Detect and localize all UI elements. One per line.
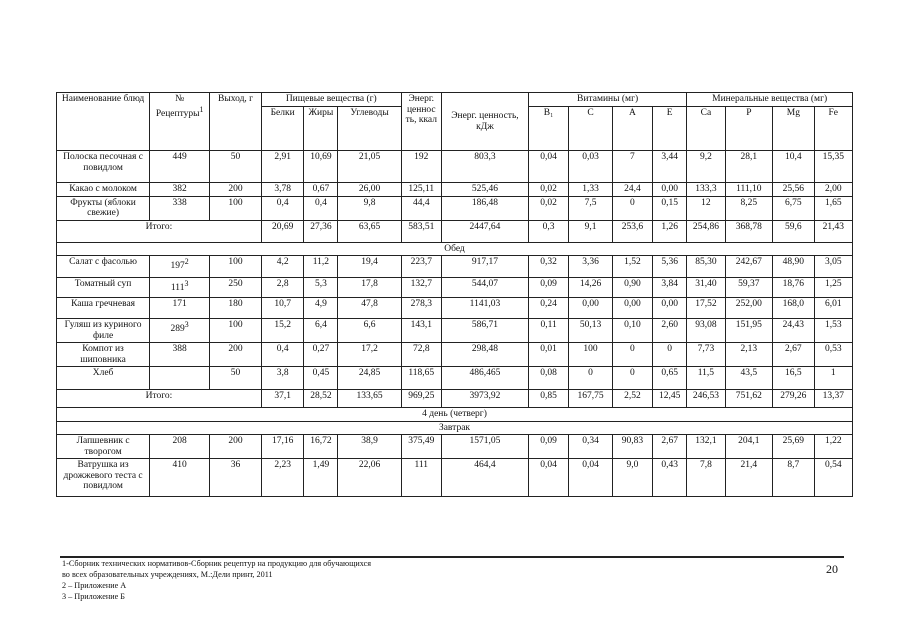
table-row (57, 367, 853, 390)
value-cell: 388 (150, 343, 210, 367)
dish-name: Томатный суп (57, 278, 150, 298)
value-cell: 100 (210, 319, 262, 343)
value-cell: 200 (210, 183, 262, 197)
value-cell: 0,4 (304, 196, 338, 220)
value-cell: 0,01 (528, 343, 568, 367)
footnote-ref: 3 (184, 320, 189, 329)
header-min-p: P (725, 107, 773, 151)
value-cell: 7,73 (687, 343, 725, 367)
value-cell: 0,00 (653, 183, 687, 197)
value-cell: 24,4 (612, 183, 652, 197)
value-cell: 111 (401, 459, 441, 497)
value-cell: 0,45 (304, 367, 338, 390)
total-cell: 167,75 (569, 390, 612, 408)
value-cell: 223,7 (401, 256, 441, 278)
value-cell: 25,69 (773, 435, 814, 459)
value-cell: 3,36 (569, 256, 612, 278)
value-cell: 12 (687, 196, 725, 220)
value-cell: 0,53 (814, 343, 852, 367)
table-row (57, 278, 853, 298)
value-cell: 180 (210, 298, 262, 319)
value-cell: 1,33 (569, 183, 612, 197)
value-cell: 252,00 (725, 298, 773, 319)
total-cell: 583,51 (401, 220, 441, 242)
value-cell: 2,91 (261, 151, 303, 183)
value-cell: 298,48 (441, 343, 528, 367)
table-row (57, 343, 853, 367)
value-cell: 0,09 (528, 435, 568, 459)
value-cell: 25,56 (773, 183, 814, 197)
section-title: Завтрак (57, 421, 853, 435)
value-cell: 2,8 (261, 278, 303, 298)
section-title: 4 день (четверг) (57, 408, 853, 422)
value-cell: 242,67 (725, 256, 773, 278)
value-cell: 338 (150, 196, 210, 220)
value-cell: 278,3 (401, 298, 441, 319)
footnote-1-cont: во всех образовательных учреждениях, М.:Дели принт, 2011 (62, 570, 273, 579)
total-cell: 59,6 (773, 220, 814, 242)
header-carbs: Углеводы (338, 107, 401, 151)
dish-name: Ватрушка из дрожжевого теста с повидлом (57, 459, 150, 497)
value-cell: 186,48 (441, 196, 528, 220)
total-cell: 0,85 (528, 390, 568, 408)
value-cell: 803,3 (441, 151, 528, 183)
value-cell: 449 (150, 151, 210, 183)
value-cell: 0,32 (528, 256, 568, 278)
value-cell: 917,17 (441, 256, 528, 278)
total-cell: 63,65 (338, 220, 401, 242)
total-cell: 3973,92 (441, 390, 528, 408)
value-cell: 200 (210, 343, 262, 367)
dish-name: Лапшевник с творогом (57, 435, 150, 459)
total-cell: 37,1 (261, 390, 303, 408)
dish-name: Какао с молоком (57, 183, 150, 197)
total-cell: 20,69 (261, 220, 303, 242)
value-cell: 10,69 (304, 151, 338, 183)
header-min-ca: Ca (687, 107, 725, 151)
value-cell: 36 (210, 459, 262, 497)
value-cell: 6,01 (814, 298, 852, 319)
value-cell: 3,05 (814, 256, 852, 278)
total-cell: 2447,64 (441, 220, 528, 242)
value-cell: 17,8 (338, 278, 401, 298)
value-cell: 464,4 (441, 459, 528, 497)
value-cell: 3,44 (653, 151, 687, 183)
value-cell: 9,0 (612, 459, 652, 497)
value-cell: 0 (612, 343, 652, 367)
value-cell: 111,10 (725, 183, 773, 197)
header-vit-b1: B₁ (528, 107, 568, 151)
value-cell: 59,37 (725, 278, 773, 298)
value-cell: 5,36 (653, 256, 687, 278)
table-row (57, 459, 853, 497)
header-energy-kcal: Энерг. ценнос ть, ккал (401, 93, 441, 151)
value-cell: 118,65 (401, 367, 441, 390)
value-cell: 17,16 (261, 435, 303, 459)
total-cell: 27,36 (304, 220, 338, 242)
value-cell: 0,34 (569, 435, 612, 459)
value-cell: 0 (612, 367, 652, 390)
total-cell: 0,3 (528, 220, 568, 242)
value-cell: 0,15 (653, 196, 687, 220)
value-cell: 7 (612, 151, 652, 183)
header-minerals: Минеральные вещества (мг) (687, 93, 853, 107)
value-cell: 2,00 (814, 183, 852, 197)
dish-name: Фрукты (яблоки свежие) (57, 196, 150, 220)
footnote-2: 2 – Приложение А (62, 581, 127, 590)
value-cell: 0,04 (528, 459, 568, 497)
value-cell: 100 (210, 196, 262, 220)
table-row (57, 256, 853, 278)
total-cell: 133,65 (338, 390, 401, 408)
value-cell: 375,49 (401, 435, 441, 459)
header-protein: Белки (261, 107, 303, 151)
page-number: 20 (826, 562, 838, 576)
value-cell: 0,03 (569, 151, 612, 183)
value-cell: 26,00 (338, 183, 401, 197)
value-cell: 9,8 (338, 196, 401, 220)
value-cell: 4,9 (304, 298, 338, 319)
value-cell: 0,10 (612, 319, 652, 343)
total-cell: 13,37 (814, 390, 852, 408)
value-cell: 10,7 (261, 298, 303, 319)
value-cell: 0,02 (528, 183, 568, 197)
value-cell: 28,1 (725, 151, 773, 183)
dish-name: Компот из шиповника (57, 343, 150, 367)
value-cell: 204,1 (725, 435, 773, 459)
value-cell: 132,1 (687, 435, 725, 459)
dish-name: Полоска песочная с повидлом (57, 151, 150, 183)
value-cell: 1 (814, 367, 852, 390)
value-cell: 4,2 (261, 256, 303, 278)
value-cell: 9,2 (687, 151, 725, 183)
value-cell: 2,60 (653, 319, 687, 343)
value-cell: 21,05 (338, 151, 401, 183)
value-cell: 16,72 (304, 435, 338, 459)
value-cell: 1,52 (612, 256, 652, 278)
value-cell: 1,25 (814, 278, 852, 298)
value-cell: 0,27 (304, 343, 338, 367)
value-cell: 0 (569, 367, 612, 390)
section-row (57, 242, 853, 256)
value-cell: 5,3 (304, 278, 338, 298)
nutrition-table (56, 92, 853, 497)
total-cell: 253,6 (612, 220, 652, 242)
value-cell: 132,7 (401, 278, 441, 298)
recipe-number (150, 256, 210, 278)
value-cell: 15,35 (814, 151, 852, 183)
value-cell: 22,06 (338, 459, 401, 497)
value-cell: 90,83 (612, 435, 652, 459)
value-cell: 7,8 (687, 459, 725, 497)
total-cell: 2,52 (612, 390, 652, 408)
footnote-ref: 3 (184, 279, 189, 288)
value-cell: 250 (210, 278, 262, 298)
value-cell: 192 (401, 151, 441, 183)
value-cell: 38,9 (338, 435, 401, 459)
total-cell: 254,86 (687, 220, 725, 242)
value-cell: 3,8 (261, 367, 303, 390)
value-cell: 525,46 (441, 183, 528, 197)
header-yield: Выход, г (210, 93, 262, 151)
value-cell: 15,2 (261, 319, 303, 343)
value-cell: 47,8 (338, 298, 401, 319)
value-cell (150, 367, 210, 390)
value-cell: 44,4 (401, 196, 441, 220)
value-cell: 0,04 (528, 151, 568, 183)
value-cell: 17,52 (687, 298, 725, 319)
value-cell: 151,95 (725, 319, 773, 343)
header-vit-e: E (653, 107, 687, 151)
value-cell: 0,24 (528, 298, 568, 319)
value-cell: 200 (210, 435, 262, 459)
header-vit-a: A (612, 107, 652, 151)
value-cell: 0 (653, 343, 687, 367)
value-cell: 11,2 (304, 256, 338, 278)
value-cell: 0,43 (653, 459, 687, 497)
recipe-number (150, 319, 210, 343)
table-body (57, 151, 853, 497)
footnote-3: 3 – Приложение Б (62, 592, 125, 601)
value-cell: 168,0 (773, 298, 814, 319)
value-cell: 208 (150, 435, 210, 459)
total-cell: 12,45 (653, 390, 687, 408)
header-recipe: № Рецептуры$^1$ (150, 93, 210, 151)
value-cell: 0,00 (569, 298, 612, 319)
value-cell: 6,4 (304, 319, 338, 343)
recipe-number-value: 111 (170, 283, 185, 294)
value-cell: 0,08 (528, 367, 568, 390)
value-cell: 8,25 (725, 196, 773, 220)
value-cell: 17,2 (338, 343, 401, 367)
value-cell: 16,5 (773, 367, 814, 390)
table-row (57, 319, 853, 343)
value-cell: 11,5 (687, 367, 725, 390)
value-cell: 0,02 (528, 196, 568, 220)
total-cell: 368,78 (725, 220, 773, 242)
section-title: Обед (57, 242, 853, 256)
value-cell: 18,76 (773, 278, 814, 298)
value-cell: 486,465 (441, 367, 528, 390)
value-cell: 100 (210, 256, 262, 278)
footnote-divider (60, 556, 844, 558)
dish-name: Гуляш из куриного филе (57, 319, 150, 343)
recipe-number (150, 278, 210, 298)
value-cell: 85,30 (687, 256, 725, 278)
footnote-ref: 2 (184, 257, 189, 266)
table-row (57, 298, 853, 319)
value-cell: 0,65 (653, 367, 687, 390)
dish-name: Салат с фасолью (57, 256, 150, 278)
header-vit-c: C (569, 107, 612, 151)
total-label: Итого: (57, 220, 262, 242)
dish-name: Каша гречневая (57, 298, 150, 319)
header-min-mg: Mg (773, 107, 814, 151)
header-name: Наименование блюд (57, 93, 150, 151)
value-cell: 72,8 (401, 343, 441, 367)
header-nutrients: Пищевые вещества (г) (261, 93, 401, 107)
dish-name: Хлеб (57, 367, 150, 390)
value-cell: 143,1 (401, 319, 441, 343)
value-cell: 0,09 (528, 278, 568, 298)
section-row (57, 421, 853, 435)
value-cell: 1,22 (814, 435, 852, 459)
value-cell: 24,85 (338, 367, 401, 390)
total-cell: 969,25 (401, 390, 441, 408)
value-cell: 2,67 (773, 343, 814, 367)
total-cell: 28,52 (304, 390, 338, 408)
total-row (57, 220, 853, 242)
value-cell: 50,13 (569, 319, 612, 343)
value-cell: 7,5 (569, 196, 612, 220)
value-cell: 410 (150, 459, 210, 497)
total-label: Итого: (57, 390, 262, 408)
value-cell: 0,4 (261, 196, 303, 220)
total-cell: 279,26 (773, 390, 814, 408)
value-cell: 171 (150, 298, 210, 319)
value-cell: 0,90 (612, 278, 652, 298)
value-cell: 586,71 (441, 319, 528, 343)
total-cell: 1,26 (653, 220, 687, 242)
value-cell: 0,4 (261, 343, 303, 367)
value-cell: 2,67 (653, 435, 687, 459)
total-cell: 246,53 (687, 390, 725, 408)
value-cell: 3,78 (261, 183, 303, 197)
value-cell: 100 (569, 343, 612, 367)
value-cell: 6,6 (338, 319, 401, 343)
value-cell: 14,26 (569, 278, 612, 298)
value-cell: 31,40 (687, 278, 725, 298)
value-cell: 0,00 (653, 298, 687, 319)
value-cell: 1571,05 (441, 435, 528, 459)
section-row (57, 408, 853, 422)
value-cell: 24,43 (773, 319, 814, 343)
value-cell: 8,7 (773, 459, 814, 497)
value-cell: 0 (612, 196, 652, 220)
total-cell: 21,43 (814, 220, 852, 242)
recipe-number-value: 289 (170, 324, 185, 335)
value-cell: 1,53 (814, 319, 852, 343)
header-fat: Жиры (304, 107, 338, 151)
value-cell: 3,84 (653, 278, 687, 298)
value-cell: 93,08 (687, 319, 725, 343)
value-cell: 19,4 (338, 256, 401, 278)
total-cell: 751,62 (725, 390, 773, 408)
value-cell: 6,75 (773, 196, 814, 220)
value-cell: 2,13 (725, 343, 773, 367)
value-cell: 0,11 (528, 319, 568, 343)
header-energy-kj: Энерг. ценность, кДж (441, 93, 528, 151)
value-cell: 1,65 (814, 196, 852, 220)
table-row (57, 151, 853, 183)
value-cell: 50 (210, 151, 262, 183)
value-cell: 48,90 (773, 256, 814, 278)
value-cell: 0,04 (569, 459, 612, 497)
total-row (57, 390, 853, 408)
value-cell: 0,67 (304, 183, 338, 197)
value-cell: 133,3 (687, 183, 725, 197)
value-cell: 43,5 (725, 367, 773, 390)
value-cell: 1141,03 (441, 298, 528, 319)
header-vitamins: Витамины (мг) (528, 93, 686, 107)
value-cell: 125,11 (401, 183, 441, 197)
header-min-fe: Fe (814, 107, 852, 151)
value-cell: 1,49 (304, 459, 338, 497)
table-row (57, 435, 853, 459)
total-cell: 9,1 (569, 220, 612, 242)
value-cell: 544,07 (441, 278, 528, 298)
table-row (57, 183, 853, 197)
table-row (57, 196, 853, 220)
footnote-1: 1-Сборник технических нормативов-Сборник рецептур на продукцию для обучающихся (62, 559, 372, 568)
value-cell: 0,54 (814, 459, 852, 497)
value-cell: 10,4 (773, 151, 814, 183)
value-cell: 382 (150, 183, 210, 197)
value-cell: 21,4 (725, 459, 773, 497)
recipe-number-value: 197 (170, 261, 185, 272)
value-cell: 50 (210, 367, 262, 390)
value-cell: 0,00 (612, 298, 652, 319)
value-cell: 2,23 (261, 459, 303, 497)
